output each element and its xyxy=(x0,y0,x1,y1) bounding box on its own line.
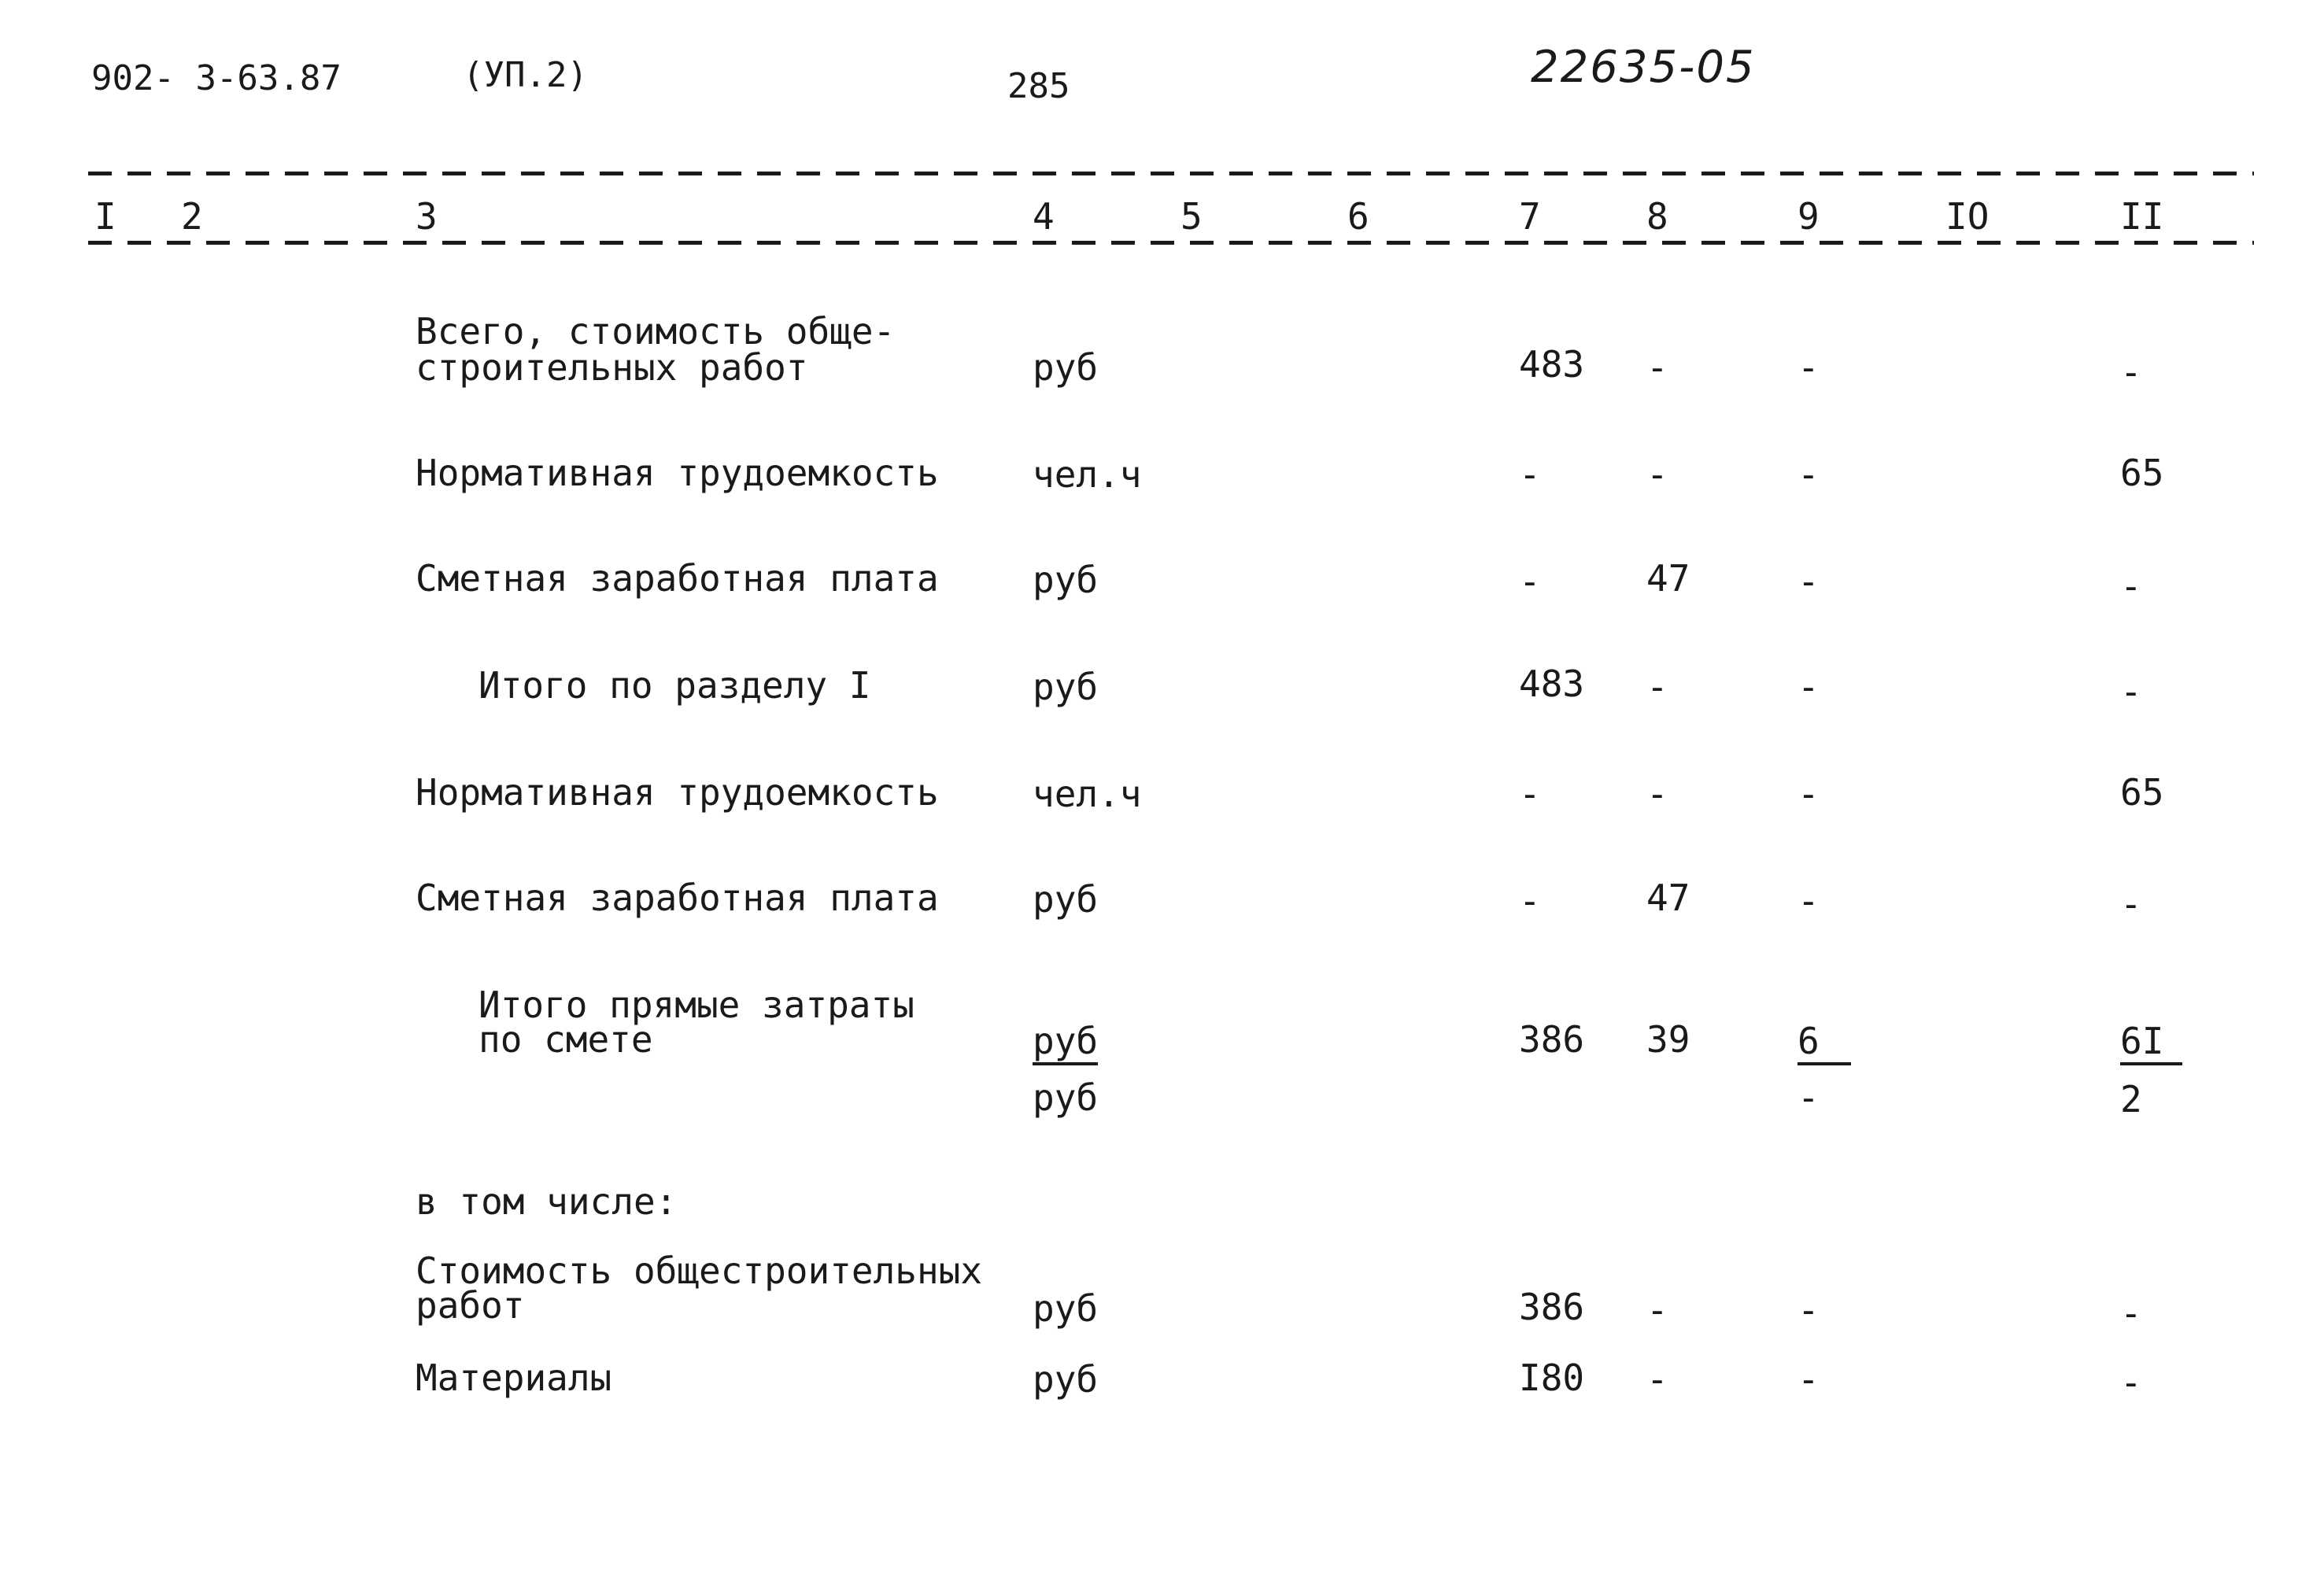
row-unit: руб xyxy=(1033,666,1099,708)
row-label: в том числе: xyxy=(416,1180,678,1223)
row-col11: - xyxy=(2120,1292,2142,1335)
row-label-continued: строительных работ xyxy=(416,346,808,389)
row-label: Сметная заработная плата xyxy=(416,557,939,600)
row-col11-secondary: 2 xyxy=(2120,1078,2142,1120)
row-label: Всего, стоимость обще- xyxy=(416,310,896,353)
column-number-5: 5 xyxy=(1180,195,1203,238)
column-number-6: 6 xyxy=(1347,195,1369,238)
row-unit: руб xyxy=(1033,559,1099,601)
row-col9: 6 xyxy=(1797,1023,1851,1065)
row-unit: руб xyxy=(1033,346,1099,389)
row-col7: - xyxy=(1519,773,1541,815)
row-label: Нормативная трудоемкость xyxy=(416,771,939,814)
row-col8: - xyxy=(1646,773,1668,815)
row-col9: - xyxy=(1797,666,1820,708)
column-number-3: 3 xyxy=(416,195,438,238)
row-col7: 386 xyxy=(1519,1286,1585,1328)
row-col7: - xyxy=(1519,453,1541,496)
column-number-2: 2 xyxy=(181,195,203,238)
row-col7: 483 xyxy=(1519,663,1585,705)
column-header-top-rule xyxy=(88,172,2254,175)
row-col9-secondary: - xyxy=(1797,1076,1820,1119)
handwritten-document-id: 22635-05 xyxy=(1531,42,1756,93)
row-label: Итого по разделу I xyxy=(478,664,871,707)
column-number-8: 8 xyxy=(1646,195,1668,238)
row-unit-secondary: руб xyxy=(1033,1076,1099,1119)
document-code: 902- 3-63.87 xyxy=(91,58,342,98)
row-label-continued: работ xyxy=(416,1284,525,1327)
row-col7: 386 xyxy=(1519,1018,1585,1061)
row-col9: - xyxy=(1797,1358,1820,1401)
row-col11: - xyxy=(2120,1361,2142,1404)
row-col11: 6I xyxy=(2120,1023,2182,1065)
column-number-10: IO xyxy=(1945,195,1990,238)
row-label-continued: по смете xyxy=(478,1018,653,1061)
row-col7: - xyxy=(1519,880,1541,922)
row-col9: - xyxy=(1797,560,1820,603)
column-number-11: II xyxy=(2120,195,2164,238)
row-col11: 65 xyxy=(2120,452,2164,494)
row-col9: - xyxy=(1797,346,1820,389)
row-col9: - xyxy=(1797,1289,1820,1331)
row-col8: - xyxy=(1646,346,1668,389)
row-col9: - xyxy=(1797,773,1820,815)
row-label: Нормативная трудоемкость xyxy=(416,452,939,494)
row-col8: - xyxy=(1646,666,1668,708)
album-number: (УП.2) xyxy=(463,55,588,95)
row-col9: - xyxy=(1797,880,1820,922)
row-col11: - xyxy=(2120,670,2142,713)
row-col8: - xyxy=(1646,1289,1668,1331)
row-col9: - xyxy=(1797,453,1820,496)
row-col11: 65 xyxy=(2120,771,2164,814)
row-col7: I80 xyxy=(1519,1357,1585,1399)
row-col7: - xyxy=(1519,560,1541,603)
row-col7: 483 xyxy=(1519,343,1585,386)
row-col8: - xyxy=(1646,1358,1668,1401)
row-unit: чел.ч xyxy=(1033,773,1142,815)
row-col11: - xyxy=(2120,565,2142,607)
row-label: Сметная заработная плата xyxy=(416,877,939,919)
row-label: Материалы xyxy=(416,1357,612,1399)
row-col8: - xyxy=(1646,453,1668,496)
row-col8: 39 xyxy=(1646,1018,1690,1061)
row-col8: 47 xyxy=(1646,877,1690,919)
column-number-4: 4 xyxy=(1033,195,1055,238)
row-unit: чел.ч xyxy=(1033,453,1142,496)
row-col8: 47 xyxy=(1646,557,1690,600)
row-col11: - xyxy=(2120,351,2142,393)
row-label: Стоимость общестроительных xyxy=(416,1250,983,1292)
row-unit: руб xyxy=(1033,1358,1099,1401)
row-unit: руб xyxy=(1033,1287,1099,1330)
column-number-9: 9 xyxy=(1797,195,1820,238)
column-header-bottom-rule xyxy=(88,241,2254,245)
row-unit: руб xyxy=(1033,1023,1098,1065)
row-col11: - xyxy=(2120,883,2142,925)
column-number-1: I xyxy=(94,195,116,238)
row-label: Итого прямые затраты xyxy=(478,984,914,1026)
column-number-7: 7 xyxy=(1519,195,1541,238)
page-number: 285 xyxy=(1007,66,1070,106)
row-unit: руб xyxy=(1033,878,1099,921)
